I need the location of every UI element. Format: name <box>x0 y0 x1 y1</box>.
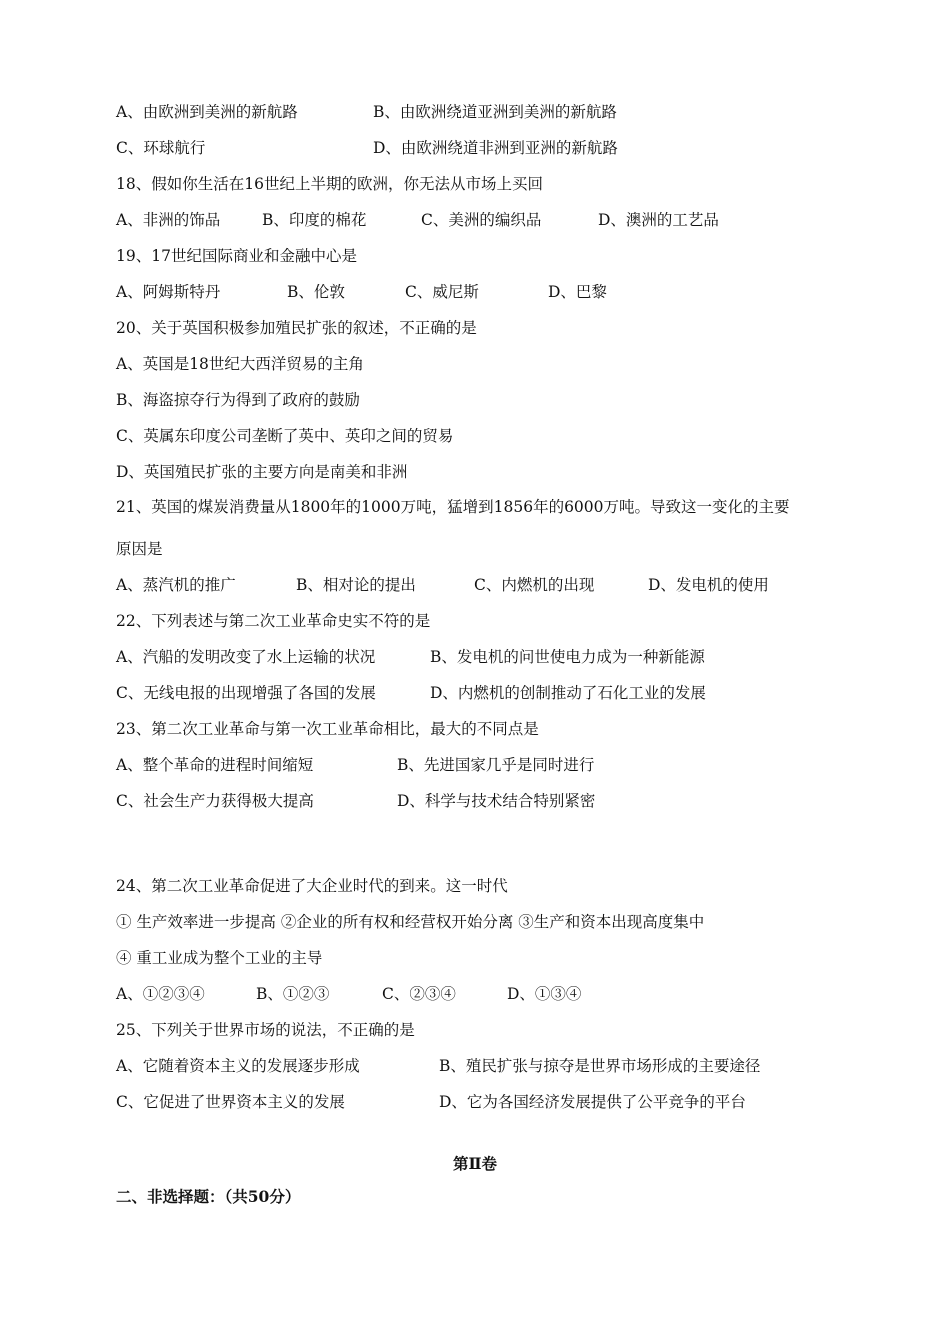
q21-option-c: C、内燃机的出现 <box>474 576 595 594</box>
q25-option-a: A、它随着资本主义的发展逐步形成 <box>116 1057 360 1075</box>
q21-option-d: D、发电机的使用 <box>648 576 769 594</box>
q23-option-d: D、科学与技术结合特别紧密 <box>397 792 596 810</box>
q17-option-d: D、由欧洲绕道非洲到亚洲的新航路 <box>373 139 618 157</box>
q24-stem: 24、第二次工业革命促进了大企业时代的到来。这一时代 <box>116 877 508 895</box>
q20-option-c: C、英属东印度公司垄断了英中、英印之间的贸易 <box>116 427 454 445</box>
q18-stem: 18、假如你生活在16世纪上半期的欧洲，你无法从市场上买回 <box>116 175 543 193</box>
q21-option-a: A、蒸汽机的推广 <box>116 576 236 594</box>
q18-option-d: D、澳洲的工艺品 <box>598 211 719 229</box>
q24-items-line-2: ④ 重工业成为整个工业的主导 <box>116 949 323 967</box>
q22-option-a: A、汽船的发明改变了水上运输的状况 <box>116 648 376 666</box>
q19-stem: 19、17世纪国际商业和金融中心是 <box>116 247 357 265</box>
q24-items-line-1: ① 生产效率进一步提高 ②企业的所有权和经营权开始分离 ③生产和资本出现高度集中 <box>116 913 705 931</box>
q20-option-a: A、英国是18世纪大西洋贸易的主角 <box>116 355 364 373</box>
q18-option-c: C、美洲的编织品 <box>421 211 542 229</box>
q25-option-d: D、它为各国经济发展提供了公平竞争的平台 <box>439 1093 746 1111</box>
q25-stem: 25、下列关于世界市场的说法，不正确的是 <box>116 1021 415 1039</box>
q24-option-d: D、①③④ <box>507 985 582 1003</box>
q25-option-b: B、殖民扩张与掠夺是世界市场形成的主要途径 <box>439 1057 761 1075</box>
q21-stem-line-2: 原因是 <box>116 540 163 558</box>
q23-stem: 23、第二次工业革命与第一次工业革命相比，最大的不同点是 <box>116 720 539 738</box>
q23-option-row-1 <box>116 755 595 775</box>
q22-option-c: C、无线电报的出现增强了各国的发展 <box>116 684 376 702</box>
q20-option-d: D、英国殖民扩张的主要方向是南美和非洲 <box>116 463 408 481</box>
q20-option-b: B、海盗掠夺行为得到了政府的鼓励 <box>116 391 360 409</box>
q17-option-b: B、由欧洲绕道亚洲到美洲的新航路 <box>373 103 617 121</box>
q18-option-b: B、印度的棉花 <box>262 211 367 229</box>
q23-option-c: C、社会生产力获得极大提高 <box>116 792 314 810</box>
q22-stem: 22、下列表述与第二次工业革命史实不符的是 <box>116 612 431 630</box>
q24-option-b: B、①②③ <box>256 985 330 1003</box>
q17-option-row-1 <box>116 102 617 122</box>
q17-option-a: A、由欧洲到美洲的新航路 <box>116 103 298 121</box>
q17-option-row-2 <box>116 138 618 158</box>
q24-option-a: A、①②③④ <box>116 985 205 1003</box>
q25-option-row-1 <box>116 1056 761 1076</box>
q23-option-row-2 <box>116 791 596 811</box>
q19-option-c: C、威尼斯 <box>405 283 479 301</box>
part2-title: 第Ⅱ卷 <box>452 1154 498 1173</box>
q25-option-row-2 <box>116 1092 746 1112</box>
q22-option-b: B、发电机的问世使电力成为一种新能源 <box>430 648 705 666</box>
q21-stem-line-1: 21、英国的煤炭消费量从1800年的1000万吨，猛增到1856年的6000万吨。导致这一变化的主要 <box>116 498 790 516</box>
q18-option-a: A、非洲的饰品 <box>116 211 221 229</box>
q19-option-a: A、阿姆斯特丹 <box>116 283 221 301</box>
q19-option-d: D、巴黎 <box>548 283 607 301</box>
q19-option-b: B、伦敦 <box>287 283 345 301</box>
q22-option-row-2 <box>116 683 706 703</box>
q22-option-d: D、内燃机的创制推动了石化工业的发展 <box>430 684 706 702</box>
q23-option-b: B、先进国家几乎是同时进行 <box>397 756 595 774</box>
q21-option-b: B、相对论的提出 <box>296 576 416 594</box>
q24-option-c: C、②③④ <box>382 985 456 1003</box>
q22-option-row-1 <box>116 647 705 667</box>
part2-section-heading: 二、非选择题：（共50分） <box>116 1187 301 1206</box>
q25-option-c: C、它促进了世界资本主义的发展 <box>116 1093 345 1111</box>
q20-stem: 20、关于英国积极参加殖民扩张的叙述，不正确的是 <box>116 319 477 337</box>
q23-option-a: A、整个革命的进程时间缩短 <box>116 756 314 774</box>
q17-option-c: C、环球航行 <box>116 139 206 157</box>
